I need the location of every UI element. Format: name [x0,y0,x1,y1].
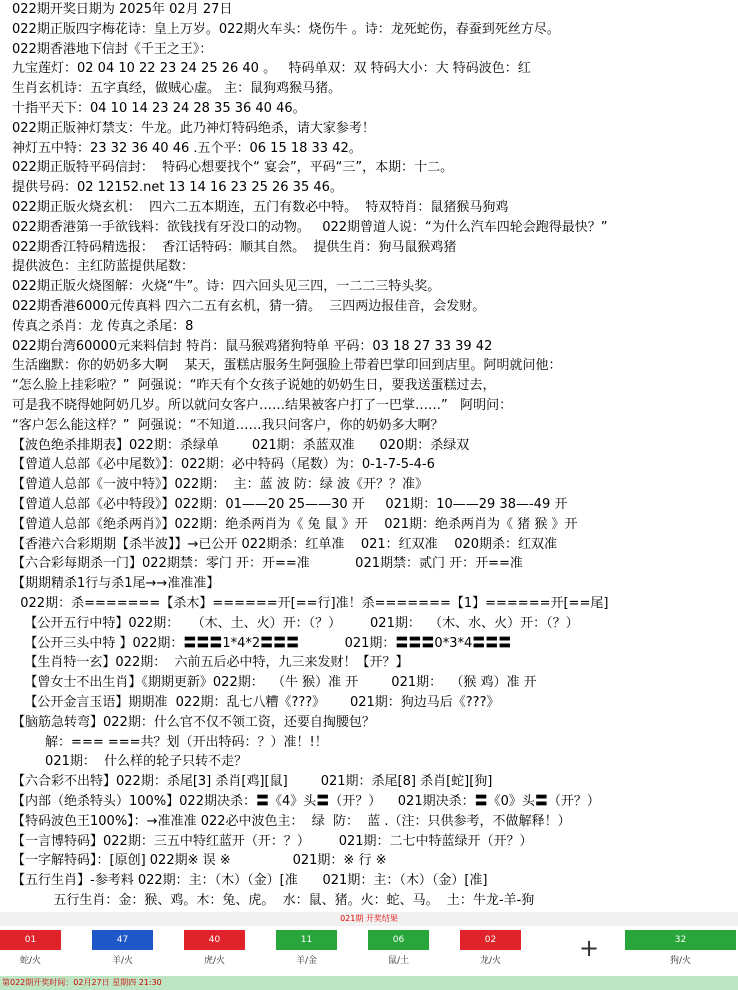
text-line: 【曾道人总部《一波中特》】022期： 主：蓝 波 防：绿 波《开？？准》 [12,477,428,493]
text-line: 五行生肖：金：猴、鸡。木：兔、虎。 水：鼠、猪。火：蛇、马。 土：牛龙-羊-狗 [12,893,535,908]
text-line: 【特码波色王100%】：→准准准 022必中波色主： 绿 防： 蓝 .（注：只供参考，不做解释！） [12,813,571,829]
plus-sign: + [578,934,600,962]
text-line: 传真之杀肖：龙 传真之杀尾：8 [12,318,194,334]
text-line: 九宝莲灯：02 04 10 22 23 24 25 26 40 。 特码单双：双 特码大小：大 特码波色：红 [12,61,531,77]
ball-number: 40 [184,930,245,950]
text-line: 【曾道人总部《绝杀两肖》】022期：绝杀两肖为《 兔 鼠 》开 021期：绝杀两肖为《 猪 猴 》开 [12,516,578,532]
ball-label: 龙/火 [479,956,502,966]
text-line: 022期开奖日期为 2025年 02月 27日 [12,2,233,17]
text-line: 提供号码：02 12152.net 13 14 16 23 25 26 35 46。 [12,180,343,196]
text-line: 生肖玄机诗：五字真经，做贼心虚。 主：鼠狗鸡猴马猪。 [12,81,342,97]
text-line: 【香港六合彩期期【杀半波】】→已公开 022期杀：红单准 021：红双准 020期杀：红双准 [12,536,558,552]
text-line: 022期台湾60000元来料信封 特肖：鼠马猴鸡猪狗特单 平码：03 18 27 33 39 42 [12,338,493,354]
text-line: 【曾道人总部《必中特段》】022期：01——20 25——30 开 021期：10——29 38—-49 开 [12,497,568,512]
text-line: 022期正版火烧玄机： 四六二五本期连，五门有数必中特。 特双特肖：鼠猪猴马狗鸡 [12,200,509,215]
text-line: 【内部（绝杀特头）100%】022期决杀：〓《4》头〓（开？） 021期决杀：〓《0》头〓（开？） [12,794,600,809]
text-line: 022期香港6000元传真料 四六二五有玄机，猜一猜。 三四两边报佳音，会发财。 [12,299,486,314]
ball-number: 01 [0,930,61,950]
draw-time-footer: 第022期开奖时间：02月27日 星期四 21:30 [0,976,738,990]
text-line: 【曾女士不出生肖】《期期更新》022期： （牛 猴）准 开 021期： （猴 鸡）准 开 [12,675,537,691]
text-line: 022期香港第一手欲钱料：欲钱找有牙没口的动物。 022期曾道人说：“为什么汽车四轮会跑得最快？” [12,219,608,235]
ball-number: 06 [368,930,429,950]
text-line: 022期正版特平码信封： 特码心想要找个“ 宴会”，平码“三”，本期：十二。 [12,160,454,176]
text-line: 提供波色：主红防蓝提供尾数： [12,259,195,275]
ball-label: 蛇/火 [19,956,42,966]
special-ball [625,930,736,972]
ball-number: 02 [460,930,521,950]
text-line: 【六合彩不出特】022期：杀尾[3] 杀肖[鸡][鼠] 021期：杀尾[8] 杀肖[蛇][狗] [12,774,493,790]
ball-1 [0,930,61,972]
ball-3 [184,930,245,972]
result-balls [0,930,738,972]
ball-label: 羊/金 [295,956,318,966]
text-line: 【生肖特一玄】022期： 六前五后必中特，九三来发财！【开？】 [12,655,409,671]
ball-number: 47 [92,930,153,950]
ball-6 [460,930,521,972]
text-line: 021期： 什么样的轮子只转不走？ [12,754,248,770]
text-line: “怎么脸上挂彩啦？” 阿强说：“昨天有个女孩子说她的奶奶生日，要我送蛋糕过去， [12,378,496,394]
text-line: 十指平天下：04 10 14 23 24 28 35 36 40 46。 [12,101,306,116]
ball-2 [92,930,153,972]
text-line: 022期：杀=======【杀木】======开[==行]准！杀=======【1】======开[==尾] [12,596,609,611]
text-line: 【期期精杀1行与杀1尾→→准准准】 [12,576,220,592]
text-line: 【一言博特码】022期：三五中特红蓝开（开：？） 021期：二七中特蓝绿开（开？） [12,833,533,849]
text-line: 解：=== ===共？划（开出特码：？）准！!！ [12,734,328,750]
ball-label: 狗/火 [669,956,692,966]
ball-label: 虎/火 [203,956,226,966]
text-line: 【一字解特码】：[原创] 022期※ 误 ※ 021期：※ 行 ※ [12,853,387,869]
text-line: 【六合彩每期杀一门】022期禁：零门 开：开==准 021期禁：贰门 开：开==准 [12,556,523,572]
result-header: 021期 开奖结果 [0,912,738,926]
text-line: 022期香港地下信封《千王之王》： [12,41,213,57]
text-line: 可是我不晓得她阿奶几岁。所以就问女客户……结果被客户打了一巴掌……” 阿明问： [12,398,513,413]
text-line: 【公开三头中特 】022期：〓〓〓1*4*2〓〓〓 021期：〓〓〓0*3*4〓〓〓 [12,635,512,651]
text-line: 022期香江特码精选报： 香江话特码：顺其自然。 提供生肖：狗马鼠猴鸡猪 [12,239,457,255]
text-line: 022期正版火烧图解：火烧“牛”。诗：四六回头见三四，一二二三特头奖。 [12,279,441,295]
ball-number: 32 [625,930,736,950]
text-line: 【曾道人总部《必中尾数》】：022期：必中特码（尾数）为：0-1-7-5-4-6 [12,457,435,473]
text-line: “客户怎么能这样？” 阿强说：“不知道……我只问客户，你的奶奶多大啊？ [12,417,444,433]
text-line: 022期正版四字梅花诗：皇上万岁。022期火车头：烧伤牛 。诗：龙死蛇伤，春蚕到死丝方尽。 [12,21,560,37]
ball-number: 11 [276,930,337,950]
ball-label: 羊/火 [111,956,134,966]
ball-label: 鼠/土 [387,956,410,966]
text-line: 【五行生肖】-参考料 022期：主：（木）（金）[准 021期：主：（木）（金）[准] [12,873,488,889]
ball-5 [368,930,429,972]
ball-4 [276,930,337,972]
text-line: 【波色绝杀排期表】022期：杀绿单 021期：杀蓝双准 020期：杀绿双 [12,437,470,453]
text-line: 【脑筋急转弯】022期：什么官不仅不领工资，还要自掏腰包？ [12,714,375,730]
text-line: 【公开金言玉语】期期准 022期：乱七八糟《???》 021期：狗边马后《???》 [12,695,500,710]
text-line: 【公开五行中特】022期： （木、土、火）开：（？） 021期： （木、水、火）开：（？） [12,615,579,631]
text-line: 生活幽默：你的奶奶多大啊 某天，蛋糕店服务生阿强脸上带着巴掌印回到店里。阿明就问他： [12,358,562,374]
text-line: 神灯五中特：23 32 36 40 46 .五个平：06 15 18 33 42。 [12,140,362,156]
text-line: 022期正版神灯禁支：牛龙。此乃神灯特码绝杀，请大家参考！ [12,120,375,136]
